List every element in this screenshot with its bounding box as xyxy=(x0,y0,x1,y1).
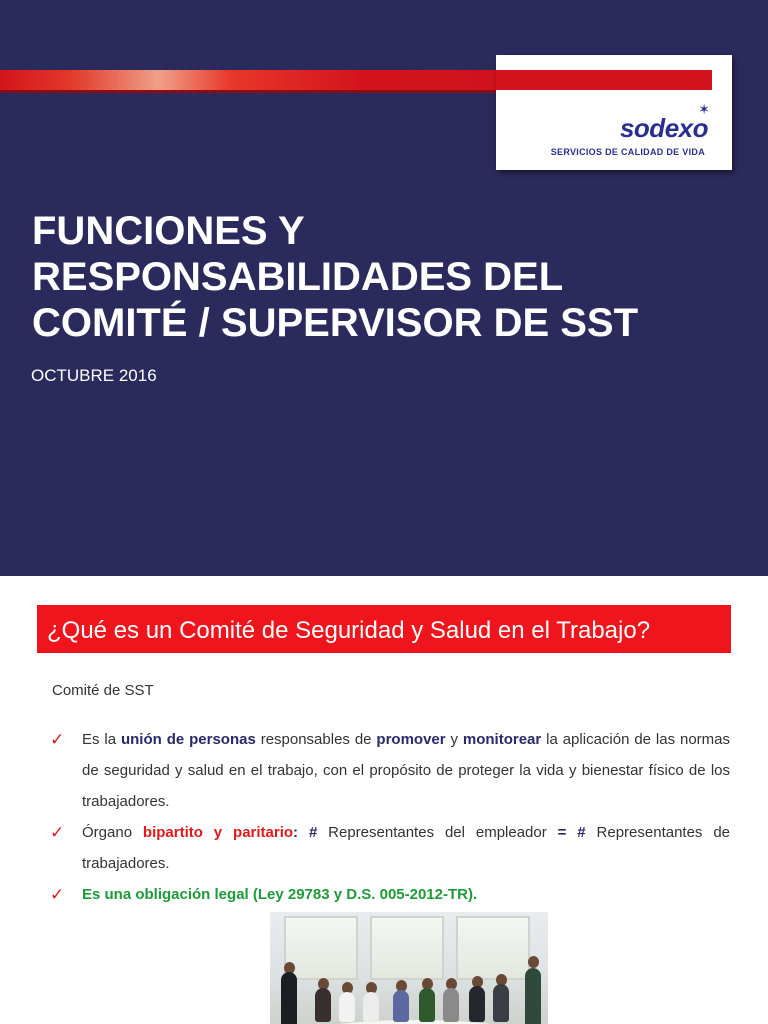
bullet-text: la aplicación de las normas de seguridad y salud en el trabajo, con el propósito de proteger la vida y bienestar físico de los trabajadores. xyxy=(82,731,730,810)
photo-window xyxy=(284,916,358,980)
bullet-item xyxy=(50,817,730,879)
title-banner xyxy=(37,605,731,653)
photo-person xyxy=(528,956,539,968)
checkmark-icon: ✓ xyxy=(50,730,65,749)
bullet-text: Representantes del empleador xyxy=(317,824,558,841)
photo-person xyxy=(363,992,379,1022)
slide-title xyxy=(32,208,732,346)
hash-symbol: # xyxy=(577,824,586,841)
photo-person xyxy=(315,988,331,1022)
bullet-text: : xyxy=(293,824,309,841)
bold-term: unión de personas xyxy=(120,731,256,748)
photo-person xyxy=(493,984,509,1022)
slide-date: OCTUBRE 2016 xyxy=(31,366,157,385)
content-slide xyxy=(0,576,768,1024)
bullet-item xyxy=(50,879,730,910)
photo-person xyxy=(339,992,355,1022)
bullet-text xyxy=(566,824,577,841)
title-line: FUNCIONES Y xyxy=(32,209,305,253)
bullet-text: Representantes de trabajadores. xyxy=(82,824,731,872)
bold-term: monitorear xyxy=(462,731,542,748)
section-subtitle: Comité de SST xyxy=(52,682,154,699)
bullet-list xyxy=(50,724,730,910)
hash-symbol: # xyxy=(308,824,318,841)
equals-symbol: = xyxy=(557,824,567,841)
bullet-item xyxy=(50,724,730,817)
photo-window xyxy=(370,916,444,980)
logo-card xyxy=(496,55,732,170)
bullet-text: Órgano xyxy=(82,824,143,841)
bullet-text: Es la xyxy=(82,731,121,748)
meeting-photo xyxy=(270,912,548,1024)
checkmark-icon: ✓ xyxy=(50,885,65,904)
photo-person xyxy=(419,988,435,1022)
bullet-text: y xyxy=(445,731,463,748)
title-line: COMITÉ / SUPERVISOR DE SST xyxy=(32,301,639,345)
photo-person xyxy=(393,990,409,1022)
brand-logo: sodexo xyxy=(619,113,708,143)
photo-person xyxy=(281,972,297,1024)
bold-term: promover xyxy=(376,731,446,748)
photo-person xyxy=(469,986,485,1022)
photo-person xyxy=(443,988,459,1022)
photo-person xyxy=(525,968,541,1024)
photo-window xyxy=(456,916,530,980)
banner-title: ¿Qué es un Comité de Seguridad y Salud en el Trabajo? xyxy=(47,617,651,644)
star-icon: ✶ xyxy=(698,101,710,117)
brand-tagline: SERVICIOS DE CALIDAD DE VIDA xyxy=(550,147,705,157)
legal-obligation-text: Es una obligación legal (Ley 29783 y D.S. 005-2012-TR). xyxy=(82,886,478,903)
logo-red-band xyxy=(496,70,712,90)
highlight-term: bipartito y paritario xyxy=(142,824,294,841)
bullet-text: responsables de xyxy=(255,731,377,748)
checkmark-icon: ✓ xyxy=(50,823,65,842)
title-line: RESPONSABILIDADES DEL xyxy=(32,255,564,299)
